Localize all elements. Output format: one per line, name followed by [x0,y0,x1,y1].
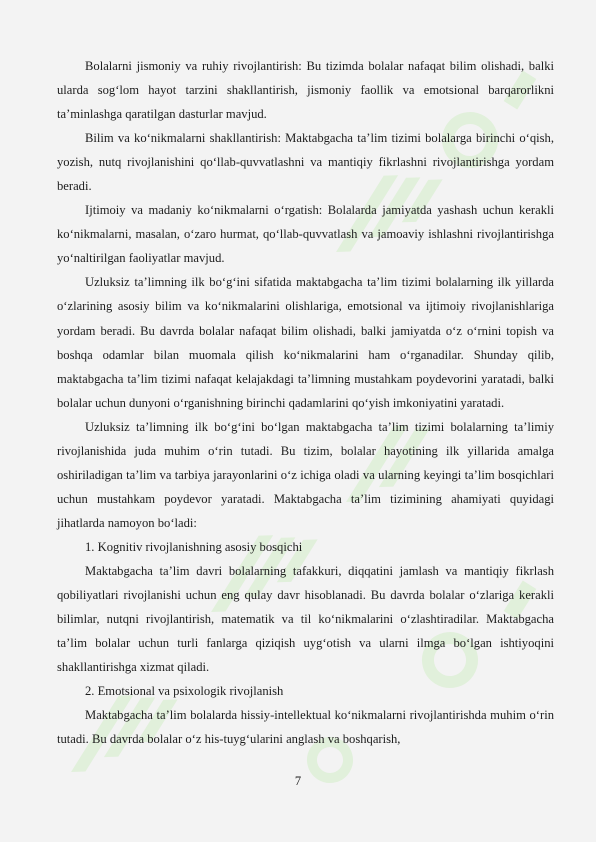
paragraph: Uzluksiz ta’limning ilk bo‘g‘ini bo‘lgan maktabgacha ta’lim tizimi bolalarning ta’limiy rivojlanishida juda muhim o‘rin tutadi. Bu tizim, bolalar hayotining ilk yillarida amalga oshiriladigan ta’lim va tarbiya jarayonlarini o‘z ichiga oladi va ularning keyingi ta’lim bosqichlari uchun mustahkam poydevor yaratadi. Maktabgacha ta’lim tizimining ahamiyati quyidagi jihatlarda namoyon bo‘ladi: [57,419,554,530]
section-heading: 1. Kognitiv rivojlanishning asosiy bosqichi [85,539,303,554]
section-heading: 2. Emotsional va psixologik rivojlanish [85,684,284,699]
body-text [57,54,554,751]
paragraph: Ijtimoiy va madaniy ko‘nikmalarni o‘rgatish: Bolalarda jamiyatda yashash uchun kerakli ko‘nikmalarni, masalan, o‘zaro hurmat, qo‘llab-quvvatlash va jamoaviy ishlashni rivojlantirishga yo‘naltirilgan faoliyatlar mavjud. [57,203,554,266]
paragraph: Maktabgacha ta’lim bolalarda hissiy-intellektual ko‘nikmalarni rivojlantirishda muhim o‘rin tutadi. Bu davrda bolalar o‘z his-tuyg‘ularini anglash va boshqarish, [57,708,554,747]
paragraph: Uzluksiz ta’limning ilk bo‘g‘ini sifatida maktabgacha ta’lim tizimi bolalarning ilk yillarda o‘zlarining asosiy bilim va ko‘nikmalarini olishlariga, emotsional va ijtimoiy rivojlanishlariga yordam beradi. Bu davrda bolalar nafaqat bilim olishadi, balki jamiyatda o‘z o‘rnini topish va boshqa odamlar bilan muomala qilish ko‘nikmalarini ham o‘rganadilar. Shunday qilib, maktabgacha ta’lim tizimi nafaqat kelajakdagi ta’limning mustahkam poydevorini yaratadi, balki bolalar uchun dunyoni o‘rganishning birinchi qadamlarini qo‘yish imkoniyatini yaratadi. [57,275,554,410]
page-number: 7 [294,774,302,788]
paragraph: Bilim va ko‘nikmalarni shakllantirish: Maktabgacha ta’lim tizimi bolalarga birinchi o‘qish, yozish, nutq rivojlanishini qo‘llab-quvvatlashni va mantiqiy fikrlashni rivojlantirishga yordam beradi. [57,131,554,194]
paragraph: Bolalarni jismoniy va ruhiy rivojlantirish: Bu tizimda bolalar nafaqat bilim olishadi, balki ularda sog‘lom hayot tarzini shakllantirish, jismoniy faollik va emotsional barqarorlikni ta’minlashga qaratilgan dasturlar mavjud. [57,59,554,122]
paragraph: Maktabgacha ta’lim davri bolalarning tafakkuri, diqqatini jamlash va mantiqiy fikrlash qobiliyatlari rivojlanishi uchun eng qulay davr hisoblanadi. Bu davrda bolalar o‘zlariga kerakli bilimlar, nutqni rivojlantirish, matematik va til ko‘nikmalarini o‘zlashtiradilar. Maktabgacha ta’lim bolalar uchun turli fanlarga qiziqish uyg‘otish va ularni ilmga bo‘lgan ishtiyoqini shakllantirishga xizmat qiladi. [57,563,554,675]
